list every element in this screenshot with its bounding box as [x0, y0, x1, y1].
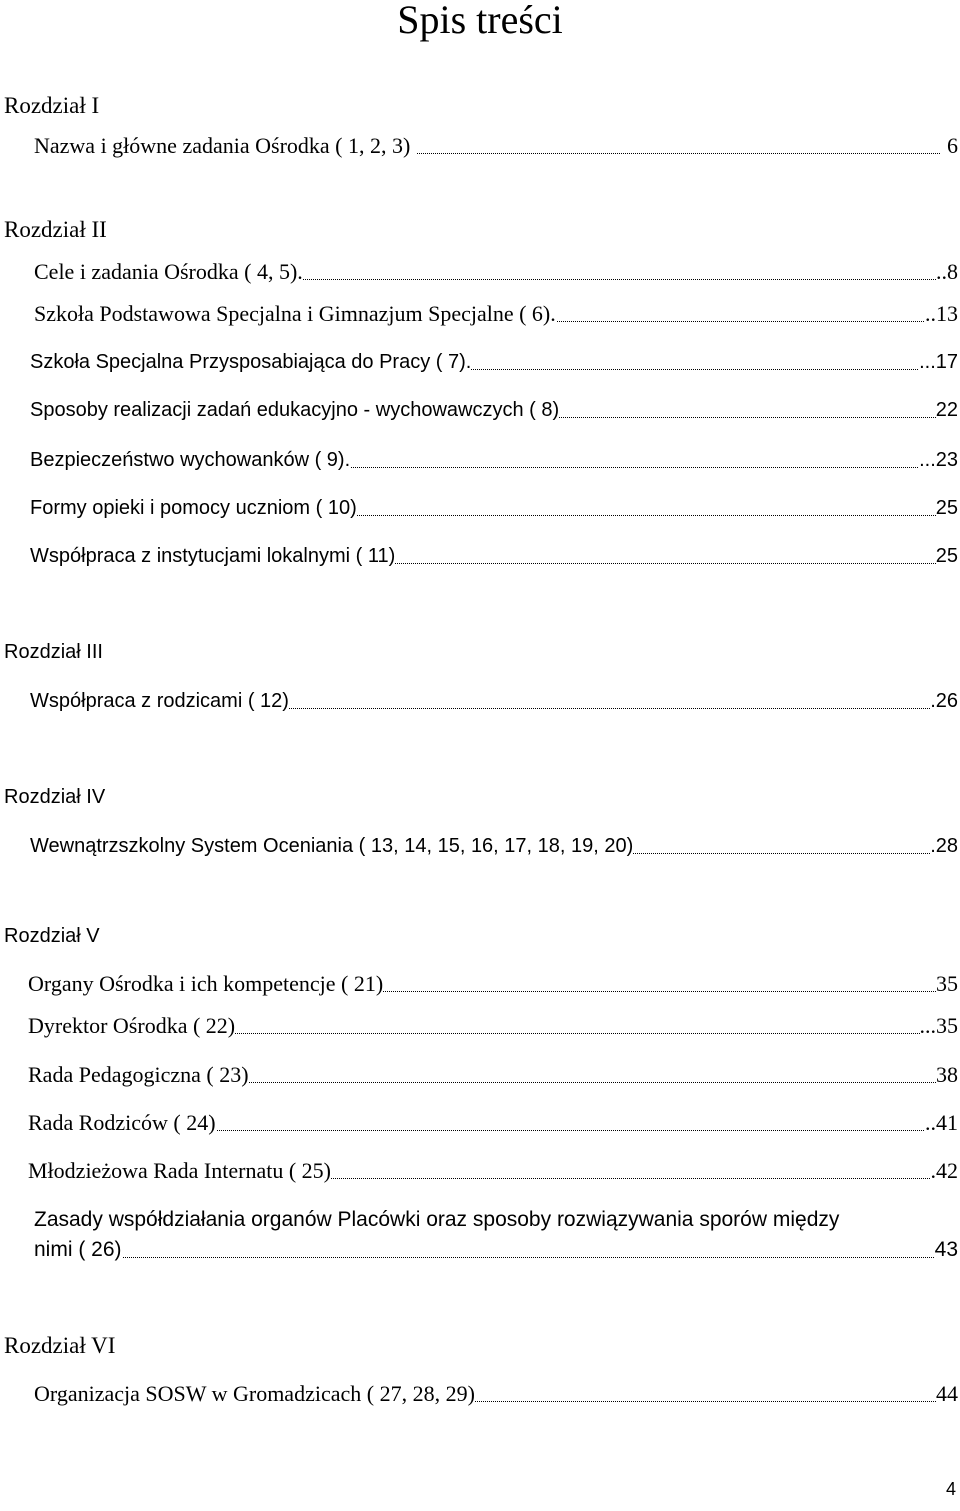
toc-entry-text-cont: nimi ( 26) [34, 1235, 122, 1265]
dot-leader [34, 1257, 958, 1258]
toc-entry-page: .28 [930, 831, 958, 861]
toc-entry[interactable] [28, 1108, 958, 1138]
chapter-heading-3: Rozdział III [4, 641, 103, 663]
toc-entry-text: Dyrektor Ośrodka ( 22) [28, 1011, 235, 1041]
toc-entry-page: .42 [931, 1156, 959, 1186]
toc-entry-page: ..41 [925, 1108, 958, 1138]
toc-entry-page: ...17 [919, 347, 958, 377]
toc-entry-text: Współpraca z rodzicami ( 12) [30, 686, 289, 716]
toc-entry[interactable] [30, 395, 958, 425]
chapter-heading-5: Rozdział V [4, 925, 100, 947]
toc-entry-text: Rada Rodziców ( 24) [28, 1108, 216, 1138]
toc-entry[interactable] [28, 1156, 958, 1186]
toc-entry-text: Współpraca z instytucjami lokalnymi ( 11) [30, 541, 395, 571]
toc-entry-text: Bezpieczeństwo wychowanków ( 9). [30, 445, 350, 475]
chapter-heading-4: Rozdział IV [4, 786, 106, 808]
toc-entry-text: Nazwa i główne zadania Ośrodka ( 1, 2, 3) [34, 131, 416, 161]
toc-entry-text: Szkoła Specjalna Przysposabiająca do Pracy ( 7). [30, 347, 471, 377]
toc-entry-text: Formy opieki i pomocy uczniom ( 10) [30, 493, 357, 523]
page-title: Spis treści [397, 0, 563, 42]
toc-entry-text: Zasady współdziałania organów Placówki oraz sposoby rozwiązywania sporów między [34, 1208, 840, 1231]
toc-entry-text: Młodzieżowa Rada Internatu ( 25) [28, 1156, 331, 1186]
toc-entry-multiline[interactable] [34, 1205, 958, 1265]
toc-entry[interactable] [30, 831, 958, 861]
toc-entry-page: ...23 [919, 445, 958, 475]
toc-entry-page: 43 [935, 1235, 958, 1265]
toc-entry-page: 25 [936, 493, 958, 523]
toc-entry-page: 6 [941, 131, 958, 161]
toc-entry[interactable] [30, 686, 958, 716]
toc-entry-text: Cele i zadania Ośrodka ( 4, 5). [34, 257, 303, 287]
toc-entry[interactable] [28, 1060, 958, 1090]
toc-entry-text: Organy Ośrodka i ich kompetencje ( 21) [28, 969, 383, 999]
toc-entry-page: 44 [936, 1379, 958, 1409]
toc-entry-page: ..8 [936, 257, 958, 287]
toc-entry[interactable] [34, 131, 958, 161]
toc-entry[interactable] [34, 299, 958, 329]
toc-entry-continuation [34, 1235, 958, 1265]
chapter-heading-6: Rozdział VI [4, 1333, 116, 1358]
toc-entry-text: Rada Pedagogiczna ( 23) [28, 1060, 249, 1090]
toc-entry-text: Wewnątrzszkolny System Oceniania ( 13, 14, 15, 16, 17, 18, 19, 20) [30, 831, 633, 861]
toc-entry-text: Sposoby realizacji zadań edukacyjno - wychowawczych ( 8) [30, 395, 559, 425]
toc-entry[interactable] [30, 445, 958, 475]
toc-entry-text: Szkoła Podstawowa Specjalna i Gimnazjum Specjalne ( 6). [34, 299, 556, 329]
toc-entry-page: ..13 [925, 299, 958, 329]
toc-entry-page: 35 [936, 969, 958, 999]
toc-entry[interactable] [28, 1011, 958, 1041]
toc-entry[interactable] [28, 969, 958, 999]
toc-entry-page: .26 [930, 686, 958, 716]
chapter-heading-1: Rozdział I [4, 93, 100, 118]
chapter-heading-2: Rozdział II [4, 217, 107, 242]
page-number: 4 [945, 1479, 956, 1499]
toc-entry-page: 22 [936, 395, 958, 425]
toc-entry[interactable] [30, 347, 958, 377]
toc-entry-page: 25 [936, 541, 958, 571]
toc-entry-text: Organizacja SOSW w Gromadzicach ( 27, 28, 29) [34, 1379, 475, 1409]
toc-entry[interactable] [30, 541, 958, 571]
toc-entry-page: ...35 [920, 1011, 959, 1041]
toc-entry[interactable] [34, 1379, 958, 1409]
toc-entry[interactable] [30, 493, 958, 523]
toc-entry-page: 38 [936, 1060, 958, 1090]
toc-entry[interactable] [34, 257, 958, 287]
